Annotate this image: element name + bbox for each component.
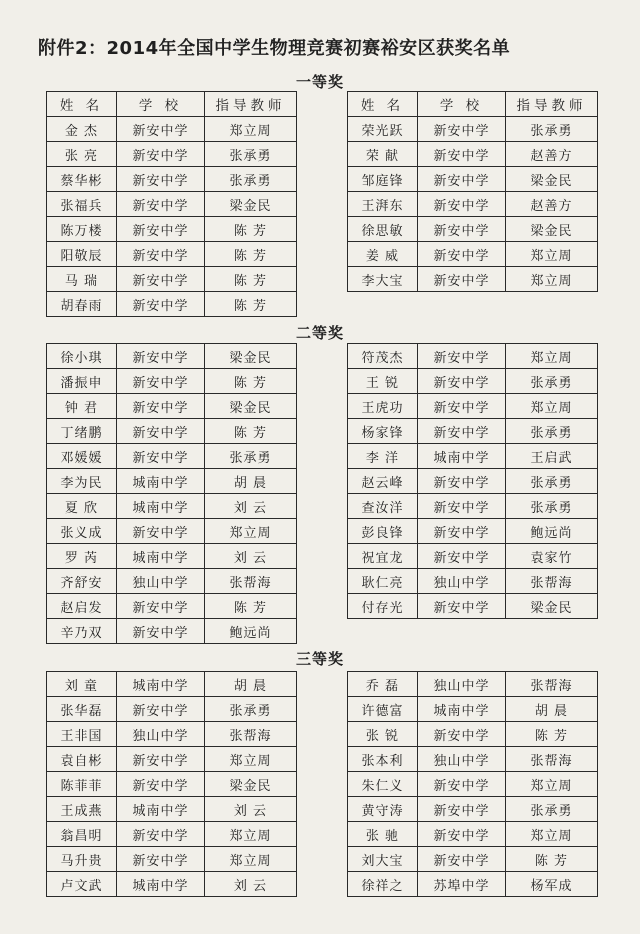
table-row [348, 797, 598, 822]
teacher-cell: 张承勇 [506, 797, 598, 822]
table-row [47, 419, 297, 444]
student-name-cell: 马升贵 [47, 847, 117, 872]
teacher-cell: 陈 芳 [205, 369, 297, 394]
teacher-cell: 袁家竹 [506, 544, 598, 569]
teacher-cell: 胡 晨 [205, 469, 297, 494]
school-cell: 新安中学 [117, 419, 205, 444]
student-name-cell: 张义成 [47, 519, 117, 544]
teacher-cell: 胡 晨 [205, 672, 297, 697]
school-cell: 新安中学 [117, 697, 205, 722]
student-name-cell: 徐祥之 [348, 872, 418, 897]
student-name-cell: 齐舒安 [47, 569, 117, 594]
school-cell: 新安中学 [117, 747, 205, 772]
table-header-row [47, 92, 297, 117]
teacher-cell: 陈 芳 [506, 847, 598, 872]
teacher-cell: 郑立周 [205, 747, 297, 772]
student-name-cell: 金 杰 [47, 117, 117, 142]
table-row [47, 192, 297, 217]
teacher-cell: 陈 芳 [205, 594, 297, 619]
school-cell: 独山中学 [418, 672, 506, 697]
student-name-cell: 姜 威 [348, 242, 418, 267]
table-row [348, 369, 598, 394]
student-name-cell: 王湃东 [348, 192, 418, 217]
teacher-cell: 张帮海 [205, 722, 297, 747]
student-name-cell: 黄守涛 [348, 797, 418, 822]
school-cell: 新安中学 [117, 444, 205, 469]
teacher-cell: 刘 云 [205, 872, 297, 897]
table-row [47, 142, 297, 167]
school-cell: 新安中学 [117, 772, 205, 797]
school-cell: 新安中学 [117, 344, 205, 369]
student-name-cell: 符茂杰 [348, 344, 418, 369]
teacher-cell: 鲍远尚 [205, 619, 297, 644]
table-row [47, 519, 297, 544]
school-cell: 城南中学 [117, 797, 205, 822]
student-name-cell: 荣光跃 [348, 117, 418, 142]
table-row [47, 569, 297, 594]
first-prize-table-right [347, 91, 598, 292]
school-cell: 独山中学 [418, 747, 506, 772]
teacher-cell: 梁金民 [506, 217, 598, 242]
table-row [47, 344, 297, 369]
teacher-cell: 郑立周 [506, 267, 598, 292]
page-title: 附件2：2014年全国中学生物理竞赛初赛裕安区获奖名单 [38, 38, 511, 59]
student-name-cell: 杨家锋 [348, 419, 418, 444]
student-name-cell: 蔡华彬 [47, 167, 117, 192]
table-row [47, 494, 297, 519]
teacher-cell: 郑立周 [205, 117, 297, 142]
school-cell: 新安中学 [117, 242, 205, 267]
table-row [47, 672, 297, 697]
table-row [348, 722, 598, 747]
school-cell: 新安中学 [418, 167, 506, 192]
school-cell: 新安中学 [117, 142, 205, 167]
student-name-cell: 彭良锋 [348, 519, 418, 544]
second-prize-table-right [347, 343, 598, 619]
school-cell: 新安中学 [117, 117, 205, 142]
school-cell: 独山中学 [418, 569, 506, 594]
table-row [348, 469, 598, 494]
table-row [47, 872, 297, 897]
student-name-cell: 王非国 [47, 722, 117, 747]
teacher-cell: 郑立周 [506, 772, 598, 797]
student-name-cell: 潘振申 [47, 369, 117, 394]
school-cell: 新安中学 [418, 242, 506, 267]
table-row [47, 444, 297, 469]
school-cell: 新安中学 [117, 192, 205, 217]
student-name-cell: 王成燕 [47, 797, 117, 822]
table-row [47, 747, 297, 772]
teacher-cell: 张帮海 [506, 747, 598, 772]
school-cell: 新安中学 [117, 394, 205, 419]
table-row [47, 267, 297, 292]
student-name-cell: 张 锐 [348, 722, 418, 747]
teacher-cell: 张承勇 [205, 167, 297, 192]
teacher-cell: 梁金民 [205, 772, 297, 797]
school-cell: 城南中学 [418, 697, 506, 722]
school-cell: 新安中学 [418, 722, 506, 747]
teacher-cell: 陈 芳 [506, 722, 598, 747]
student-name-cell: 胡春雨 [47, 292, 117, 317]
student-name-cell: 马 瑞 [47, 267, 117, 292]
teacher-cell: 郑立周 [205, 519, 297, 544]
student-name-cell: 钟 君 [47, 394, 117, 419]
student-name-cell: 许德富 [348, 697, 418, 722]
teacher-cell: 陈 芳 [205, 217, 297, 242]
table-row [47, 242, 297, 267]
school-cell: 新安中学 [418, 344, 506, 369]
third-prize-table-left [46, 671, 297, 897]
table-row [47, 544, 297, 569]
student-name-cell: 李大宝 [348, 267, 418, 292]
teacher-cell: 张帮海 [506, 569, 598, 594]
table-row [47, 822, 297, 847]
school-cell: 新安中学 [117, 594, 205, 619]
table-row [47, 722, 297, 747]
table-row [47, 847, 297, 872]
table-row [348, 872, 598, 897]
student-name-cell: 刘大宝 [348, 847, 418, 872]
school-cell: 城南中学 [117, 544, 205, 569]
table-row [47, 469, 297, 494]
student-name-cell: 赵启发 [47, 594, 117, 619]
student-name-cell: 李 洋 [348, 444, 418, 469]
student-name-cell: 翁昌明 [47, 822, 117, 847]
table-row [348, 544, 598, 569]
school-cell: 新安中学 [418, 267, 506, 292]
table-body [348, 117, 598, 292]
table-row [47, 292, 297, 317]
table-row [348, 117, 598, 142]
teacher-cell: 陈 芳 [205, 292, 297, 317]
section-title-third-prize: 三等奖 [295, 650, 344, 668]
student-name-cell: 李为民 [47, 469, 117, 494]
student-name-cell: 卢文武 [47, 872, 117, 897]
student-name-cell: 徐思敏 [348, 217, 418, 242]
teacher-cell: 张承勇 [506, 419, 598, 444]
table-row [47, 619, 297, 644]
table-row [348, 519, 598, 544]
teacher-cell: 张承勇 [506, 469, 598, 494]
teacher-cell: 郑立周 [205, 847, 297, 872]
teacher-cell: 王启武 [506, 444, 598, 469]
table-row [348, 569, 598, 594]
header-teacher: 指导教师 [506, 92, 598, 117]
student-name-cell: 张 亮 [47, 142, 117, 167]
student-name-cell: 张 驰 [348, 822, 418, 847]
table-body [47, 344, 297, 644]
table-row [47, 697, 297, 722]
school-cell: 新安中学 [418, 519, 506, 544]
student-name-cell: 邹庭锋 [348, 167, 418, 192]
header-school: 学 校 [117, 92, 205, 117]
student-name-cell: 耿仁亮 [348, 569, 418, 594]
student-name-cell: 阳敬辰 [47, 242, 117, 267]
school-cell: 新安中学 [418, 217, 506, 242]
table-row [348, 747, 598, 772]
student-name-cell: 徐小琪 [47, 344, 117, 369]
table-row [348, 772, 598, 797]
table-row [348, 142, 598, 167]
school-cell: 新安中学 [418, 494, 506, 519]
school-cell: 新安中学 [117, 847, 205, 872]
teacher-cell: 杨军成 [506, 872, 598, 897]
table-row [47, 117, 297, 142]
teacher-cell: 刘 云 [205, 494, 297, 519]
student-name-cell: 祝宜龙 [348, 544, 418, 569]
school-cell: 新安中学 [418, 117, 506, 142]
school-cell: 城南中学 [117, 872, 205, 897]
student-name-cell: 朱仁义 [348, 772, 418, 797]
table-row [348, 847, 598, 872]
teacher-cell: 陈 芳 [205, 242, 297, 267]
header-name: 姓 名 [348, 92, 418, 117]
teacher-cell: 张帮海 [205, 569, 297, 594]
school-cell: 新安中学 [418, 797, 506, 822]
teacher-cell: 鲍远尚 [506, 519, 598, 544]
school-cell: 新安中学 [418, 142, 506, 167]
student-name-cell: 荣 献 [348, 142, 418, 167]
school-cell: 新安中学 [418, 469, 506, 494]
school-cell: 新安中学 [418, 419, 506, 444]
student-name-cell: 邓媛媛 [47, 444, 117, 469]
school-cell: 新安中学 [117, 519, 205, 544]
student-name-cell: 张本利 [348, 747, 418, 772]
table-body [348, 672, 598, 897]
school-cell: 新安中学 [117, 369, 205, 394]
teacher-cell: 郑立周 [506, 242, 598, 267]
teacher-cell: 陈 芳 [205, 419, 297, 444]
teacher-cell: 胡 晨 [506, 697, 598, 722]
teacher-cell: 郑立周 [506, 344, 598, 369]
school-cell: 新安中学 [117, 822, 205, 847]
table-row [348, 444, 598, 469]
school-cell: 城南中学 [418, 444, 506, 469]
table-row [348, 344, 598, 369]
table-row [348, 419, 598, 444]
teacher-cell: 梁金民 [205, 394, 297, 419]
teacher-cell: 梁金民 [205, 192, 297, 217]
table-body [47, 117, 297, 317]
table-row [348, 167, 598, 192]
table-row [47, 217, 297, 242]
first-prize-table-left [46, 91, 297, 317]
table-row [47, 594, 297, 619]
school-cell: 新安中学 [418, 594, 506, 619]
school-cell: 城南中学 [117, 672, 205, 697]
teacher-cell: 郑立周 [506, 822, 598, 847]
teacher-cell: 陈 芳 [205, 267, 297, 292]
student-name-cell: 辛乃双 [47, 619, 117, 644]
student-name-cell: 袁自彬 [47, 747, 117, 772]
school-cell: 新安中学 [117, 292, 205, 317]
table-row [348, 267, 598, 292]
third-prize-table-right [347, 671, 598, 897]
teacher-cell: 张承勇 [205, 697, 297, 722]
school-cell: 新安中学 [418, 822, 506, 847]
table-row [348, 192, 598, 217]
teacher-cell: 梁金民 [506, 594, 598, 619]
teacher-cell: 梁金民 [205, 344, 297, 369]
school-cell: 独山中学 [117, 722, 205, 747]
school-cell: 独山中学 [117, 569, 205, 594]
school-cell: 新安中学 [117, 217, 205, 242]
table-row [348, 594, 598, 619]
teacher-cell: 张承勇 [506, 369, 598, 394]
school-cell: 新安中学 [418, 847, 506, 872]
section-title-second-prize: 二等奖 [295, 324, 344, 342]
school-cell: 城南中学 [117, 469, 205, 494]
teacher-cell: 张承勇 [205, 142, 297, 167]
table-row [348, 394, 598, 419]
school-cell: 新安中学 [418, 772, 506, 797]
school-cell: 新安中学 [117, 619, 205, 644]
header-teacher: 指导教师 [205, 92, 297, 117]
table-row [348, 822, 598, 847]
table-body [348, 344, 598, 619]
second-prize-table-left [46, 343, 297, 644]
school-cell: 新安中学 [418, 369, 506, 394]
teacher-cell: 刘 云 [205, 544, 297, 569]
table-row [348, 242, 598, 267]
school-cell: 新安中学 [117, 167, 205, 192]
student-name-cell: 刘 童 [47, 672, 117, 697]
student-name-cell: 陈万楼 [47, 217, 117, 242]
table-row [47, 394, 297, 419]
student-name-cell: 罗 芮 [47, 544, 117, 569]
school-cell: 苏埠中学 [418, 872, 506, 897]
teacher-cell: 张承勇 [506, 117, 598, 142]
student-name-cell: 王虎功 [348, 394, 418, 419]
table-row [348, 697, 598, 722]
school-cell: 新安中学 [418, 192, 506, 217]
header-name: 姓 名 [47, 92, 117, 117]
student-name-cell: 张华磊 [47, 697, 117, 722]
table-body [47, 672, 297, 897]
teacher-cell: 郑立周 [205, 822, 297, 847]
school-cell: 新安中学 [418, 394, 506, 419]
teacher-cell: 赵善方 [506, 192, 598, 217]
table-row [47, 369, 297, 394]
header-school: 学 校 [418, 92, 506, 117]
school-cell: 新安中学 [418, 544, 506, 569]
teacher-cell: 梁金民 [506, 167, 598, 192]
table-row [47, 772, 297, 797]
teacher-cell: 刘 云 [205, 797, 297, 822]
student-name-cell: 张福兵 [47, 192, 117, 217]
student-name-cell: 查汝洋 [348, 494, 418, 519]
teacher-cell: 张承勇 [205, 444, 297, 469]
teacher-cell: 张承勇 [506, 494, 598, 519]
school-cell: 城南中学 [117, 494, 205, 519]
teacher-cell: 张帮海 [506, 672, 598, 697]
table-row [348, 494, 598, 519]
table-row [348, 217, 598, 242]
table-row [47, 797, 297, 822]
student-name-cell: 付存光 [348, 594, 418, 619]
teacher-cell: 赵善方 [506, 142, 598, 167]
table-row [348, 672, 598, 697]
teacher-cell: 郑立周 [506, 394, 598, 419]
table-header-row [348, 92, 598, 117]
table-row [47, 167, 297, 192]
student-name-cell: 王 锐 [348, 369, 418, 394]
student-name-cell: 丁绪鹏 [47, 419, 117, 444]
student-name-cell: 夏 欣 [47, 494, 117, 519]
section-title-first-prize: 一等奖 [295, 73, 344, 91]
school-cell: 新安中学 [117, 267, 205, 292]
student-name-cell: 陈菲菲 [47, 772, 117, 797]
student-name-cell: 乔 磊 [348, 672, 418, 697]
student-name-cell: 赵云峰 [348, 469, 418, 494]
